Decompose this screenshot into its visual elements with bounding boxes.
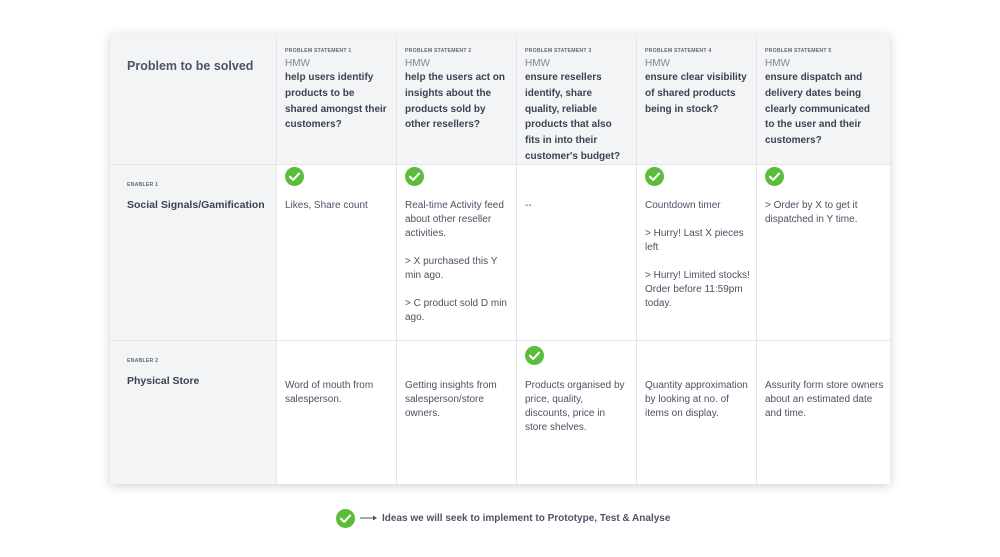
column-hmw: HMW <box>285 58 310 69</box>
cell-text <box>285 379 390 407</box>
row-header-enabler-1 <box>110 165 277 341</box>
cell-text <box>645 199 750 311</box>
arrow-right-icon <box>360 514 378 522</box>
column-statement: help users identify products to be shared amongst their customers? <box>285 72 387 131</box>
row-label: ENABLER 1 <box>127 182 159 188</box>
column-header-4 <box>637 34 757 165</box>
cell-paragraph: Countdown timer <box>645 200 721 211</box>
column-header-1 <box>277 34 397 165</box>
column-label: PROBLEM STATEMENT 4 <box>645 48 712 54</box>
matrix-cell <box>757 341 890 484</box>
cell-paragraph: Likes, Share count <box>285 200 368 211</box>
check-circle-icon <box>405 167 424 186</box>
column-statement: ensure clear visibility of shared products being in stock? <box>645 72 747 115</box>
column-statement: help the users act on insights about the products sold by other resellers? <box>405 72 506 131</box>
cell-paragraph: Real-time Activity feed about other reseller activities. <box>405 200 504 239</box>
column-label: PROBLEM STATEMENT 1 <box>285 48 352 54</box>
corner-title: Problem to be solved <box>127 59 254 73</box>
column-hmw: HMW <box>645 58 670 69</box>
cell-text <box>645 379 750 421</box>
solution-matrix <box>110 34 890 484</box>
cell-paragraph: Assurity form store owners about an estimated date and time. <box>765 380 884 419</box>
check-circle-icon <box>765 167 784 186</box>
matrix-cell <box>277 341 397 484</box>
cell-paragraph: Word of mouth from salesperson. <box>285 380 374 405</box>
column-hmw: HMW <box>525 58 550 69</box>
cell-text <box>525 379 630 435</box>
column-header-2 <box>397 34 517 165</box>
column-statement: ensure dispatch and delivery dates being clearly communicated to the user and their customers? <box>765 72 871 147</box>
row-label: ENABLER 2 <box>127 358 159 364</box>
check-circle-icon <box>336 509 355 528</box>
check-circle-icon <box>645 167 664 186</box>
legend-text: Ideas we will seek to implement to Prototype, Test & Analyse <box>382 512 671 524</box>
column-hmw: HMW <box>765 58 790 69</box>
cell-paragraph: > Hurry! Last X pieces left <box>645 228 744 253</box>
check-circle-icon <box>525 346 544 365</box>
cell-paragraph: -- <box>525 200 532 211</box>
matrix-cell <box>397 341 517 484</box>
cell-paragraph: Getting insights from salesperson/store owners. <box>405 380 497 419</box>
cell-paragraph: > C product sold D min ago. <box>405 298 507 323</box>
cell-paragraph: Quantity approximation by looking at no. of items on display. <box>645 380 748 419</box>
cell-text <box>285 199 390 213</box>
check-circle-icon <box>285 167 304 186</box>
cell-text <box>405 199 510 325</box>
matrix-cell <box>397 165 517 341</box>
matrix-cell <box>757 165 890 341</box>
column-label: PROBLEM STATEMENT 3 <box>525 48 592 54</box>
cell-text <box>765 199 884 227</box>
matrix-cell <box>277 165 397 341</box>
row-name: Social Signals/Gamification <box>127 199 265 211</box>
cell-paragraph: Products organised by price, quality, discounts, price in store shelves. <box>525 380 625 433</box>
matrix-cell <box>517 165 637 341</box>
column-label: PROBLEM STATEMENT 2 <box>405 48 472 54</box>
column-label: PROBLEM STATEMENT 5 <box>765 48 832 54</box>
matrix-cell <box>637 165 757 341</box>
legend <box>336 508 670 528</box>
matrix-corner <box>110 34 277 165</box>
cell-paragraph: > X purchased this Y min ago. <box>405 256 498 281</box>
row-name: Physical Store <box>127 375 200 387</box>
cell-paragraph: > Hurry! Limited stocks! Order before 11:59pm today. <box>645 270 750 309</box>
column-header-3 <box>517 34 637 165</box>
column-header-5 <box>757 34 890 165</box>
row-header-enabler-2 <box>110 341 277 484</box>
matrix-cell <box>517 341 637 484</box>
cell-text <box>405 379 510 421</box>
cell-text <box>525 199 630 213</box>
cell-paragraph: > Order by X to get it dispatched in Y time. <box>765 200 858 225</box>
column-hmw: HMW <box>405 58 430 69</box>
column-statement: ensure resellers identify, share quality, reliable products that also fits in into their customer's budget? <box>525 72 621 162</box>
cell-text <box>765 379 884 421</box>
matrix-cell <box>637 341 757 484</box>
